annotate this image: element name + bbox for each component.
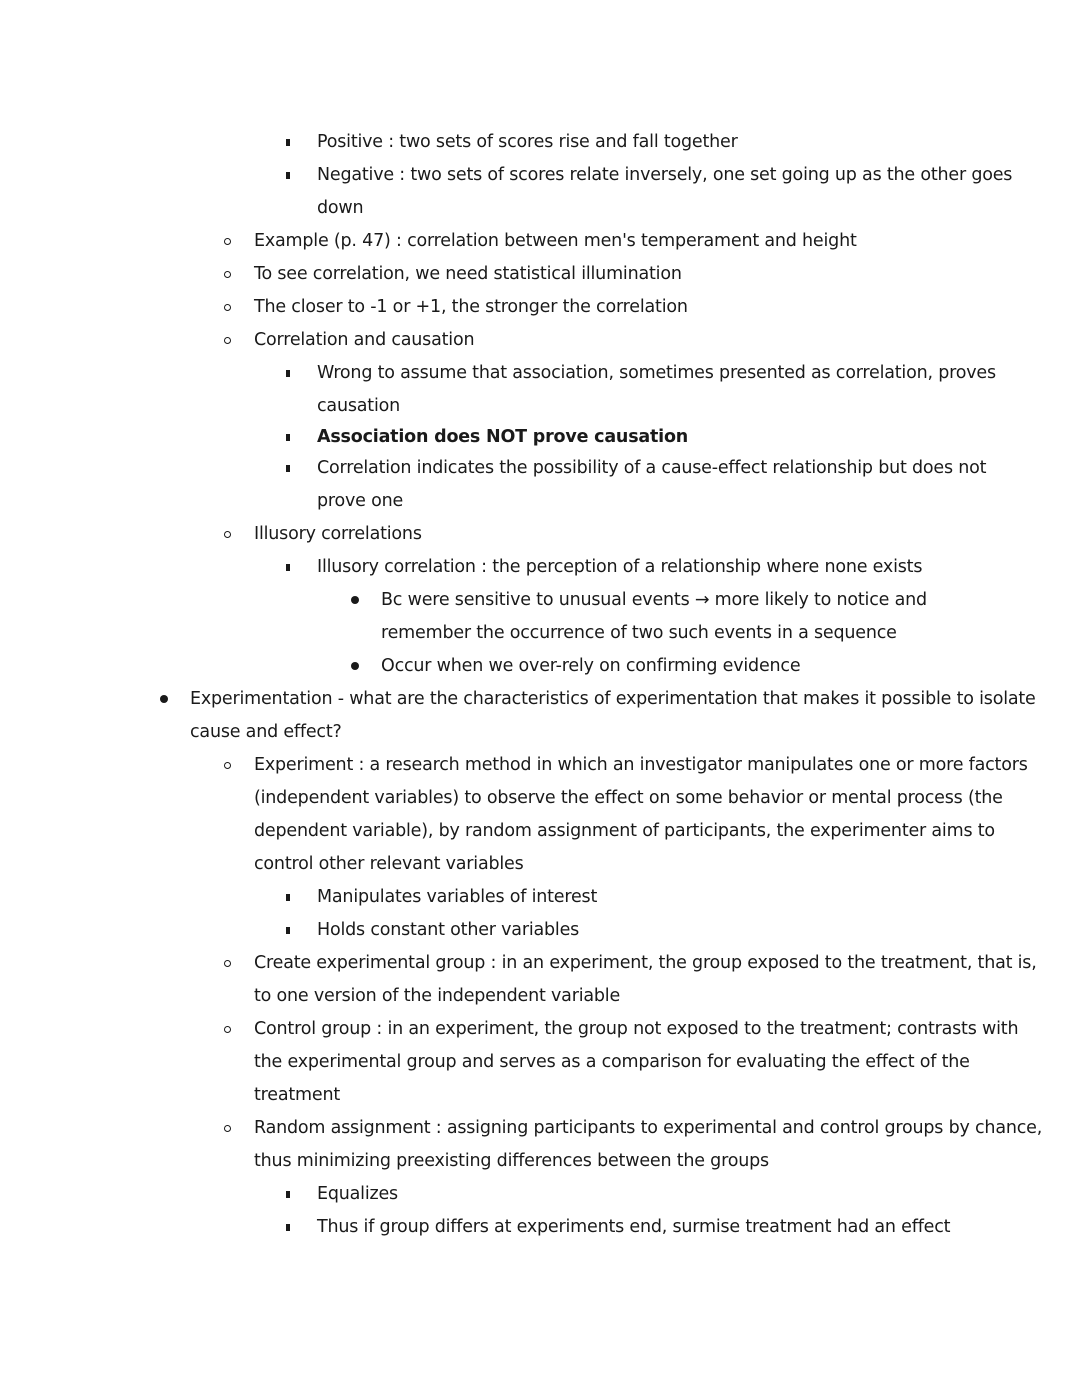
circle-bullet-icon	[224, 258, 231, 291]
circle-bullet-icon	[224, 225, 231, 258]
dot-bullet-icon	[351, 650, 359, 683]
note-line-positive: Positive : two sets of scores rise and fall together	[317, 132, 738, 152]
note-line-random-assignment-cont: thus minimizing preexisting differences between the groups	[254, 1151, 769, 1171]
note-line-wrong-cont: causation	[317, 396, 400, 416]
note-line-surmise: Thus if group differs at experiments end, surmise treatment had an effect	[317, 1217, 951, 1237]
note-line-experimentation-cont: cause and effect?	[190, 722, 342, 742]
square-bullet-icon	[286, 551, 290, 584]
note-line-negative: Negative : two sets of scores relate inversely, one set going up as the other goes	[317, 165, 1013, 185]
note-line-experiment-def-3: dependent variable), by random assignment of participants, the experimenter aims to	[254, 821, 995, 841]
note-line-random-assignment: Random assignment : assigning participants to experimental and control groups by chance,	[254, 1118, 1043, 1138]
note-line-indicates-cont: prove one	[317, 491, 404, 511]
circle-bullet-icon	[224, 947, 231, 980]
square-bullet-icon	[286, 1178, 290, 1211]
dot-bullet-icon	[160, 683, 168, 716]
note-line-experiment-def-4: control other relevant variables	[254, 854, 524, 874]
square-bullet-icon	[286, 881, 290, 914]
circle-bullet-icon	[224, 1013, 231, 1046]
square-bullet-icon	[286, 914, 290, 947]
note-line-control-group-2: the experimental group and serves as a comparison for evaluating the effect of the	[254, 1052, 970, 1072]
note-line-sensitive-cont: remember the occurrence of two such events in a sequence	[381, 623, 897, 643]
note-line-holds-constant: Holds constant other variables	[317, 920, 580, 940]
circle-bullet-icon	[224, 291, 231, 324]
square-bullet-icon	[286, 1211, 290, 1244]
note-line-closer: The closer to -1 or +1, the stronger the correlation	[254, 297, 688, 317]
note-line-control-group: Control group : in an experiment, the group not exposed to the treatment; contrasts with	[254, 1019, 1019, 1039]
note-line-control-group-3: treatment	[254, 1085, 340, 1105]
note-line-illusory-def: Illusory correlation : the perception of a relationship where none exists	[317, 557, 923, 577]
note-line-experimental-group-cont: to one version of the independent variable	[254, 986, 621, 1006]
note-line-over-rely: Occur when we over-rely on confirming evidence	[381, 656, 801, 676]
note-line-indicates: Correlation indicates the possibility of a cause-effect relationship but does not	[317, 458, 987, 478]
circle-bullet-icon	[224, 518, 231, 551]
note-line-sensitive: Bc were sensitive to unusual events → more likely to notice and	[381, 590, 927, 610]
note-line-correlation-causation: Correlation and causation	[254, 330, 475, 350]
circle-bullet-icon	[224, 749, 231, 782]
note-line-manipulates: Manipulates variables of interest	[317, 887, 598, 907]
note-line-experiment-def: Experiment : a research method in which an investigator manipulates one or more factors	[254, 755, 1028, 775]
square-bullet-icon	[286, 126, 290, 159]
note-line-example: Example (p. 47) : correlation between men's temperament and height	[254, 231, 857, 251]
note-line-experimentation: Experimentation - what are the characteristics of experimentation that makes it possible to isolate	[190, 689, 1036, 709]
circle-bullet-icon	[224, 324, 231, 357]
note-line-experimental-group: Create experimental group : in an experiment, the group exposed to the treatment, that is,	[254, 953, 1037, 973]
square-bullet-icon	[286, 159, 290, 192]
square-bullet-icon	[286, 357, 290, 390]
note-line-negative-cont: down	[317, 198, 364, 218]
note-line-experiment-def-2: (independent variables) to observe the effect on some behavior or mental process (the	[254, 788, 1003, 808]
note-line-statistical: To see correlation, we need statistical illumination	[254, 264, 682, 284]
note-line-illusory-heading: Illusory correlations	[254, 524, 422, 544]
note-line-wrong: Wrong to assume that association, sometimes presented as correlation, proves	[317, 363, 996, 383]
square-bullet-icon	[286, 452, 290, 485]
note-line-equalizes: Equalizes	[317, 1184, 398, 1204]
circle-bullet-icon	[224, 1112, 231, 1145]
note-line-association-bold: Association does NOT prove causation	[317, 427, 689, 447]
dot-bullet-icon	[351, 584, 359, 617]
square-bullet-icon	[286, 421, 290, 454]
